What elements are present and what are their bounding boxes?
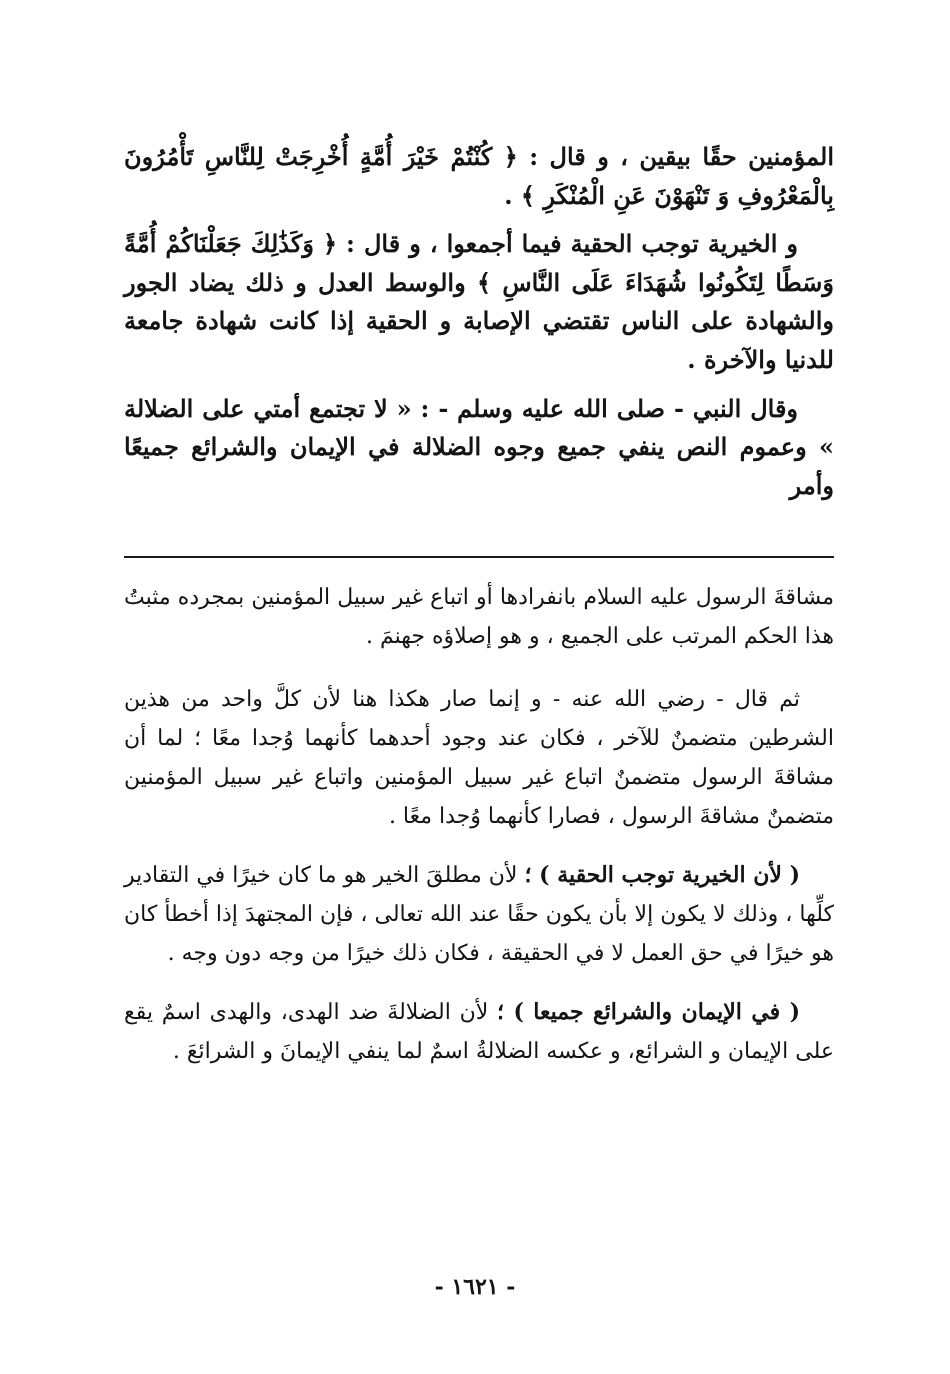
main-text-block [124,138,834,505]
main-paragraph-continuation: المؤمنين حقًا بيقين ، و قال : ﴿ كُنْتُمْ خَيْرَ أُمَّةٍ أُخْرِجَتْ لِلنَّاسِ تَأْمُرُونَ بِالْمَعْرُوفِ وَ تَنْهَوْنَ عَنِ الْمُنْكَرِ ﴾ . [124,142,834,210]
commentary-block [124,578,834,1091]
commentary-body-iman: لأن الضلالةَ ضد الهدى، والهدى اسمٌ يقع على الإيمان و الشرائع، و عكسه الضلالةُ اسمٌ لما ينفي الإيمانَ و الشرائعَ . [124,1000,834,1064]
commentary-paragraph-khayriyya [124,856,834,973]
commentary-paragraph-shartayn: ثم قال - رضي الله عنه - و إنما صار هكذا هنا لأن كلَّ واحد من هذين الشرطين متضمنٌ للآخر ، فكان عند وجود أحدهما كأنهما وُجدا معًا ؛ لما أن مشاقةَ الرسول متضمنٌ اتباع غير سبيل المؤمنين واتباع غير سبيل المؤمنين متضمنٌ مشاقةَ الرسول ، فصارا كأنهما وُجدا معًا . [124,687,834,829]
commentary-lemma-khayriyya: ( لأن الخيرية توجب الحقية ) ؛ [524,862,801,888]
commentary-paragraph-iman [124,993,834,1071]
main-paragraph-khayriyya: و الخيرية توجب الحقية فيما أجمعوا ، و قال : ﴿ وَكَذَٰلِكَ جَعَلْنَاكُمْ أُمَّةً وَسَطًا لِتَكُونُوا شُهَدَاءَ عَلَى النَّاسِ ﴾ والوسط العدل و ذلك يضاد الجور والشهادة على الناس تقتضي الإصابة و الحقية إذا كانت شهادة جامعة للدنيا والآخرة . [124,229,834,374]
commentary-body-khayriyya: لأن مطلقَ الخير هو ما كان خيرًا في التقادير كلِّها ، وذلك لا يكون إلا بأن يكون حقًا عند الله تعالى ، فإن المجتهدَ إذا أخطأ كان هو خيرًا في حق العمل لا في الحقيقة ، فكان ذلك خيرًا من وجه دون وجه . [124,863,835,966]
main-paragraph-hadith: وقال النبي - صلى الله عليه وسلم - : « لا تجتمع أمتي على الضلالة » وعموم النص ينفي جميع وجوه الضلالة في الإيمان والشرائع جميعًا وأمر [124,393,834,500]
commentary-lemma-iman: ( في الإيمان والشرائع جميعا ) ؛ [497,999,800,1025]
page-number: - ١٦٢١ - [434,1274,516,1300]
commentary-paragraph-mushaqqa: مشاقةَ الرسول عليه السلام بانفرادها أو اتباع غير سبيل المؤمنين بمجرده مثبتُ هذا الحكم المرتب على الجميع ، و هو إصلاؤه جهنمَ . [124,585,834,649]
footnote-divider [124,556,834,558]
